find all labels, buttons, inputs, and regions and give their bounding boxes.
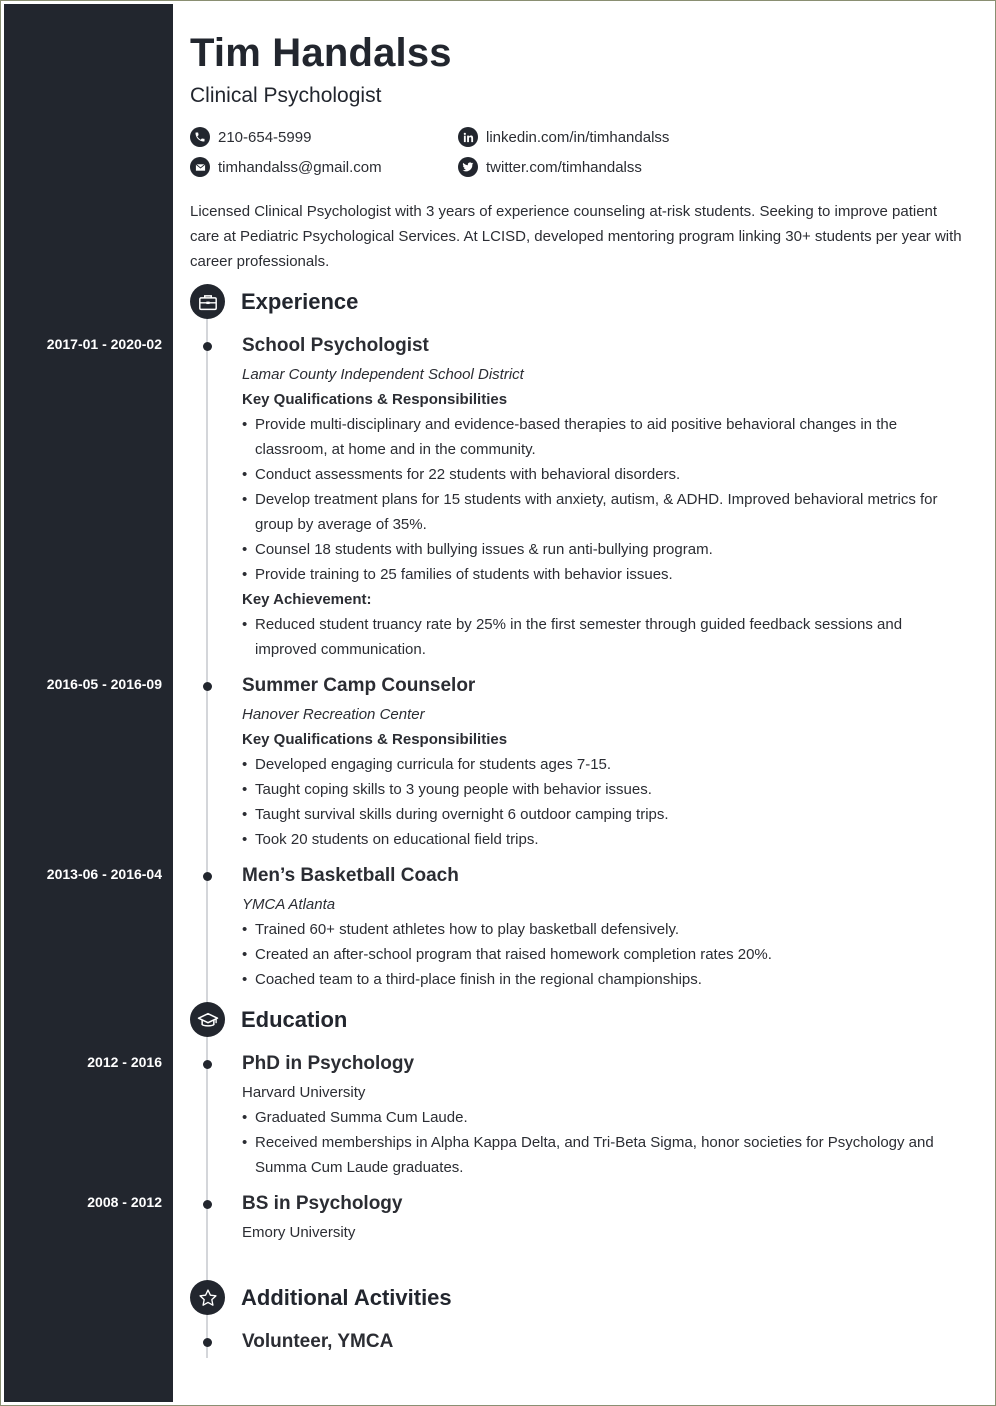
list-item: • Taught survival skills during overnight 6 outdoor camping trips. [242,802,962,827]
timeline-dot [203,1338,212,1347]
school-name: Harvard University [242,1084,366,1101]
timeline-dot [203,682,212,691]
list-item: • Coached team to a third-place finish in the regional championships. [242,967,962,992]
job-entry [242,673,962,852]
list-item: • Provide training to 25 families of students with behavior issues. [242,562,962,587]
twitter-icon [458,157,478,177]
job-date: 2016-05 - 2016-09 [46,676,162,692]
education-heading: Education [241,1007,348,1032]
phone-icon [190,127,210,147]
responsibilities-heading: Key Qualifications & Responsibilities [242,391,508,408]
education-entry [242,1051,962,1180]
activity-title: Volunteer, YMCA [242,1331,394,1352]
education-date: 2012 - 2016 [87,1054,162,1070]
activities-heading: Additional Activities [241,1285,452,1310]
list-item: • Reduced student truancy rate by 25% in the first semester through guided feedback sessions and improved communication. [242,612,962,662]
education-entry [242,1191,962,1245]
responsibilities-list [242,412,962,587]
contact-phone [190,127,311,147]
briefcase-icon [190,284,225,319]
timeline-dot [203,342,212,351]
list-item: • Graduated Summa Cum Laude. [242,1105,962,1130]
achievements-list [242,612,962,662]
list-item: • Conduct assessments for 22 students with behavioral disorders. [242,462,962,487]
candidate-name: Tim Handalss [190,31,452,75]
contact-linkedin [458,127,669,147]
school-name: Emory University [242,1224,356,1241]
experience-heading: Experience [241,289,359,314]
email-icon [190,157,210,177]
linkedin-icon [458,127,478,147]
job-date: 2013-06 - 2016-04 [46,866,162,882]
list-item: • Received memberships in Alpha Kappa Delta, and Tri-Beta Sigma, honor societies for Psychology and Summa Cum Laude graduates. [242,1130,962,1180]
phone-text[interactable]: 210-654-5999 [218,128,312,146]
company-name: Lamar County Independent School District [242,366,524,383]
degree-title: PhD in Psychology [242,1053,415,1074]
contact-twitter [458,157,642,177]
list-item: • Trained 60+ student athletes how to play basketball defensively. [242,917,962,942]
job-date: 2017-01 - 2020-02 [46,336,162,352]
sidebar [4,4,173,1402]
graduation-cap-icon [190,1002,225,1037]
job-title: Men’s Basketball Coach [242,865,459,886]
list-item: • Counsel 18 students with bullying issues & run anti-bullying program. [242,537,962,562]
company-name: YMCA Atlanta [242,896,336,913]
achievement-heading: Key Achievement: [242,591,372,608]
contact-email [190,157,382,177]
email-text[interactable]: timhandalss@gmail.com [218,158,382,176]
job-entry [242,333,962,662]
timeline-dot [203,1060,212,1069]
list-item: • Took 20 students on educational field trips. [242,827,962,852]
list-item: • Provide multi-disciplinary and evidence-based therapies to aid positive behavioral changes in the classroom, at home and in the community. [242,412,962,462]
job-entry [242,863,962,992]
star-icon [190,1280,225,1315]
responsibilities-list [242,917,962,992]
degree-title: BS in Psychology [242,1193,403,1214]
education-date: 2008 - 2012 [87,1194,162,1210]
linkedin-text[interactable]: linkedin.com/in/timhandalss [486,128,670,146]
timeline-dot [203,872,212,881]
list-item: • Developed engaging curricula for students ages 7-15. [242,752,962,777]
job-title: School Psychologist [242,335,429,356]
responsibilities-heading: Key Qualifications & Responsibilities [242,731,508,748]
responsibilities-list [242,752,962,852]
list-item: • Created an after-school program that raised homework completion rates 20%. [242,942,962,967]
education-list [242,1105,962,1180]
job-title: Clinical Psychologist [190,84,382,107]
activity-entry [242,1329,962,1358]
twitter-text[interactable]: twitter.com/timhandalss [486,158,642,176]
experience-timeline [206,302,208,1020]
list-item: • Develop treatment plans for 15 students with anxiety, autism, & ADHD. Improved behavioral metrics for group by average of 35%. [242,487,962,537]
list-item: • Taught coping skills to 3 young people with behavior issues. [242,777,962,802]
company-name: Hanover Recreation Center [242,706,425,723]
job-title: Summer Camp Counselor [242,675,476,696]
summary-paragraph: Licensed Clinical Psychologist with 3 years of experience counseling at-risk students. Seeking to improve patient care at Pediatric Psychological Services. At LCISD, developed mentoring program linking 30+ students per year with career professionals. [190,203,962,270]
timeline-dot [203,1200,212,1209]
